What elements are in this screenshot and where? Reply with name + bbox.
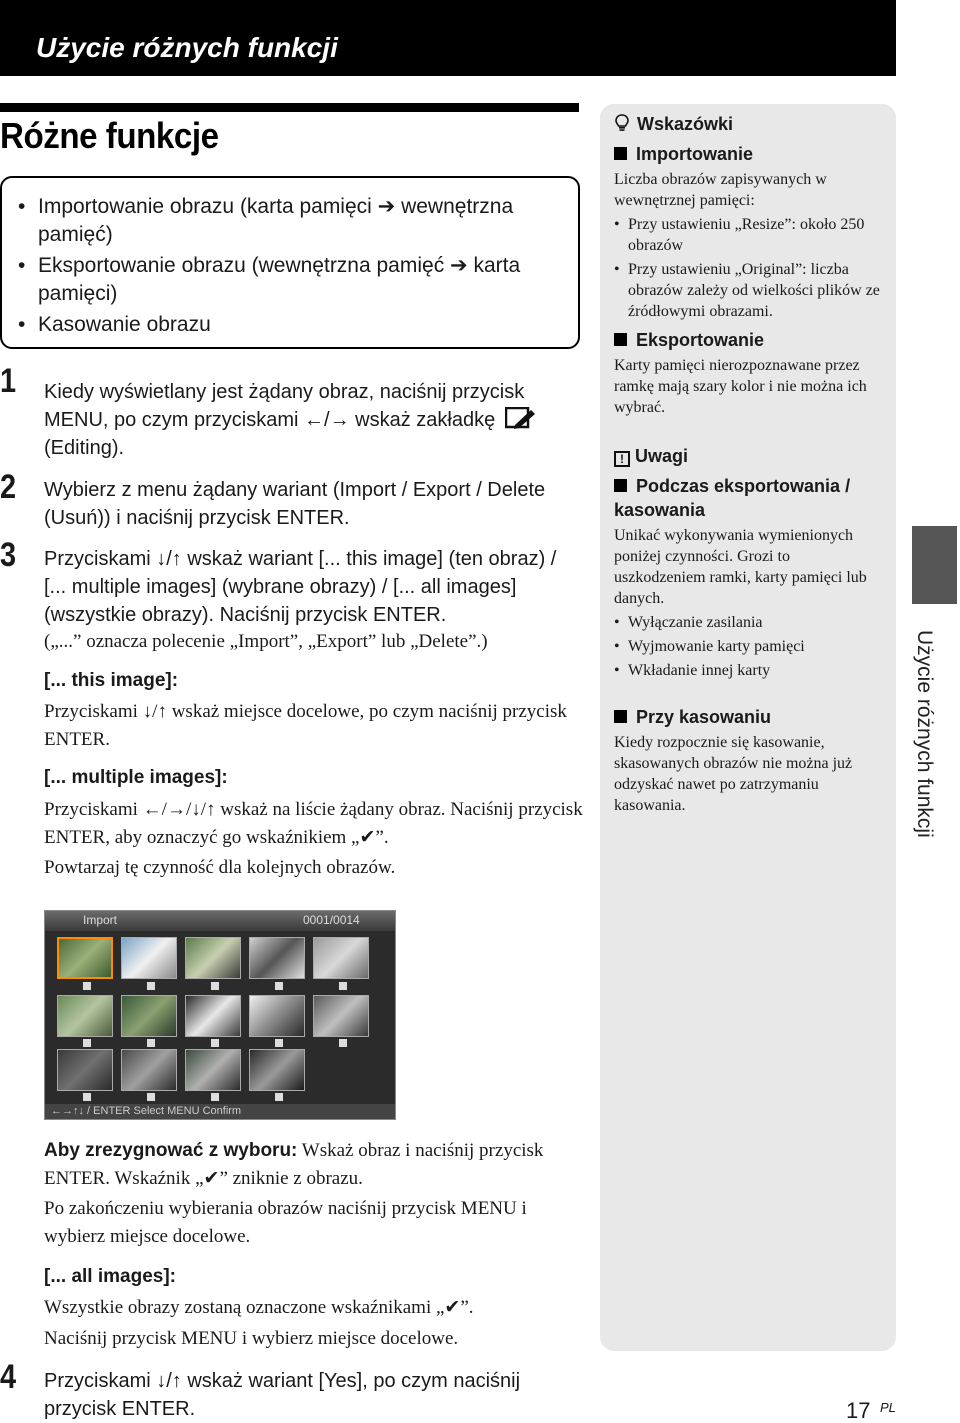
thumbnail[interactable] bbox=[313, 995, 369, 1037]
all-images-heading: [... all images]: bbox=[44, 1266, 176, 1287]
import-screen bbox=[44, 910, 396, 1120]
after-selection-text: Po zakończeniu wybierania obrazów naciśnij przycisk MENU i wybierz miejsce docelowe. bbox=[44, 1198, 527, 1247]
check-box[interactable] bbox=[211, 1039, 219, 1047]
delete-text: Kiedy rozpocznie się kasowanie, skasowanych obrazów nie można już odzyskać nawet po zatrzymaniu kasowania. bbox=[614, 734, 853, 814]
during-list-item: • Wyłączanie zasilania bbox=[614, 612, 882, 633]
screen-help: ←→↑↓ / ENTER Select MENU Confirm bbox=[51, 1105, 242, 1117]
summary-box bbox=[0, 176, 580, 349]
cancel-selection-bold: Aby zrezygnować z wyboru: bbox=[44, 1140, 298, 1161]
import-list bbox=[614, 214, 882, 322]
chapter-tab bbox=[912, 526, 957, 604]
screen-count: 0001/0014 bbox=[303, 913, 360, 927]
thumbnail[interactable] bbox=[249, 1049, 305, 1091]
check-box[interactable] bbox=[275, 1093, 283, 1101]
screen-title: Import bbox=[83, 913, 118, 927]
import-text: Liczba obrazów zapisywanych w wewnętrznej pamięci: bbox=[614, 171, 827, 209]
step-number: 2 bbox=[0, 468, 17, 506]
section-rule bbox=[0, 103, 579, 112]
thumbnail[interactable] bbox=[249, 937, 305, 979]
check-box[interactable] bbox=[339, 982, 347, 990]
this-image-heading: [... this image]: bbox=[44, 670, 179, 691]
check-box[interactable] bbox=[211, 1093, 219, 1101]
summary-item: • Eksportowanie obrazu (wewnętrzna pamięć ➔ karta pamięci) bbox=[18, 252, 573, 308]
cancel-selection-body: Wskaż obraz i naciśnij przycisk ENTER. Wskaźnik „✔” zniknie z obrazu. bbox=[44, 1140, 544, 1189]
lightbulb-icon bbox=[614, 114, 632, 138]
multiple-images-heading: [... multiple images]: bbox=[44, 767, 228, 788]
page-number: 17 bbox=[846, 1398, 871, 1423]
export-heading: Eksportowanie bbox=[614, 328, 882, 352]
notes-heading: ! Uwagi bbox=[614, 444, 882, 468]
step-number: 4 bbox=[0, 1358, 17, 1396]
this-image-text: Przyciskami ↓/↑ wskaż miejsce docelowe, po czym naciśnij przycisk ENTER. bbox=[44, 701, 567, 750]
step-number: 1 bbox=[0, 362, 17, 400]
during-text: Unikać wykonywania wymienionych poniżej czynności. Grozi to uszkodzeniem ramki, karty pamięci lub danych. bbox=[614, 527, 867, 607]
page-language: PL bbox=[880, 1400, 896, 1415]
header-title: Użycie różnych funkcji bbox=[36, 32, 338, 63]
thumbnail[interactable] bbox=[57, 937, 113, 979]
tips-sidebar bbox=[600, 104, 896, 1351]
step-1-text-b: (Editing). bbox=[44, 437, 125, 459]
screen-title-bar bbox=[45, 911, 396, 931]
all-images-text-1: Wszystkie obrazy zostaną oznaczone wskaźnikami „✔”. bbox=[44, 1297, 474, 1318]
check-box[interactable] bbox=[147, 1093, 155, 1101]
thumbnail[interactable] bbox=[57, 1049, 113, 1091]
step-3-text: Przyciskami ↓/↑ wskaż wariant [... this image] (ten obraz) / [... multiple images] (wybrane obrazy) / [... all images] (wszystkie obrazy). Naciśnij przycisk ENTER. bbox=[44, 548, 557, 626]
notes-icon: ! bbox=[614, 451, 630, 467]
during-list-item: • Wkładanie innej karty bbox=[614, 660, 882, 681]
check-box[interactable] bbox=[275, 982, 283, 990]
thumbnail[interactable] bbox=[249, 995, 305, 1037]
cancel-selection-text bbox=[44, 1137, 584, 1193]
editing-tab-icon bbox=[505, 407, 537, 429]
thumbnail[interactable] bbox=[185, 937, 241, 979]
thumbnail[interactable] bbox=[121, 937, 177, 979]
during-list-item: • Wyjmowanie karty pamięci bbox=[614, 636, 882, 657]
step-3-note: („...” oznacza polecenie „Import”, „Export” lub „Delete”.) bbox=[44, 631, 488, 652]
during-heading: Podczas eksportowania / kasowania bbox=[614, 476, 851, 520]
header-bar bbox=[0, 0, 896, 76]
during-list bbox=[614, 612, 882, 681]
import-heading: Importowanie bbox=[614, 142, 882, 166]
thumbnail[interactable] bbox=[121, 1049, 177, 1091]
step-4-text: Przyciskami ↓/↑ wskaż wariant [Yes], po czym naciśnij przycisk ENTER. bbox=[44, 1370, 521, 1420]
step-number: 3 bbox=[0, 536, 17, 574]
check-box[interactable] bbox=[211, 982, 219, 990]
export-text: Karty pamięci nierozpoznawane przez ramkę mają szary kolor i nie można ich wybrać. bbox=[614, 357, 867, 416]
import-list-item: • Przy ustawieniu „Original”: liczba obrazów zależy od wielkości plików ze źródłowymi obrazami. bbox=[614, 259, 882, 322]
check-box[interactable] bbox=[339, 1039, 347, 1047]
chapter-side-label: Użycie różnych funkcji bbox=[913, 630, 936, 838]
thumbnail[interactable] bbox=[121, 995, 177, 1037]
all-images-text-2: Naciśnij przycisk MENU i wybierz miejsce docelowe. bbox=[44, 1328, 459, 1349]
summary-item: • Importowanie obrazu (karta pamięci ➔ wewnętrzna pamięć) bbox=[18, 193, 573, 249]
check-box[interactable] bbox=[147, 982, 155, 990]
section-title: Różne funkcje bbox=[0, 115, 219, 156]
thumbnail[interactable] bbox=[185, 1049, 241, 1091]
step-1-text-a: Kiedy wyświetlany jest żądany obraz, naciśnij przycisk MENU, po czym przyciskami ←/→ wskaż zakładkę bbox=[44, 381, 525, 431]
check-box[interactable] bbox=[83, 1039, 91, 1047]
thumbnail[interactable] bbox=[313, 937, 369, 979]
import-list-item: • Przy ustawieniu „Resize”: około 250 obrazów bbox=[614, 214, 882, 256]
summary-item: • Kasowanie obrazu bbox=[18, 311, 573, 339]
tips-heading: Wskazówki bbox=[614, 112, 882, 138]
check-box[interactable] bbox=[275, 1039, 283, 1047]
check-box[interactable] bbox=[83, 1093, 91, 1101]
step-2-text: Wybierz z menu żądany wariant (Import / Export / Delete (Usuń)) i naciśnij przycisk ENTER. bbox=[44, 479, 546, 529]
delete-heading: Przy kasowaniu bbox=[614, 705, 882, 729]
multiple-images-text-2: Powtarzaj tę czynność dla kolejnych obrazów. bbox=[44, 857, 396, 878]
multiple-images-text: Przyciskami ←/→/↓/↑ wskaż na liście żądany obraz. Naciśnij przycisk ENTER, aby oznaczyć go wskaźnikiem „✔”. bbox=[44, 799, 583, 848]
thumbnail[interactable] bbox=[185, 995, 241, 1037]
screen-help-bar bbox=[45, 1104, 396, 1120]
step-1-text bbox=[44, 378, 584, 462]
thumbnail[interactable] bbox=[57, 995, 113, 1037]
check-box[interactable] bbox=[83, 982, 91, 990]
check-box[interactable] bbox=[147, 1039, 155, 1047]
